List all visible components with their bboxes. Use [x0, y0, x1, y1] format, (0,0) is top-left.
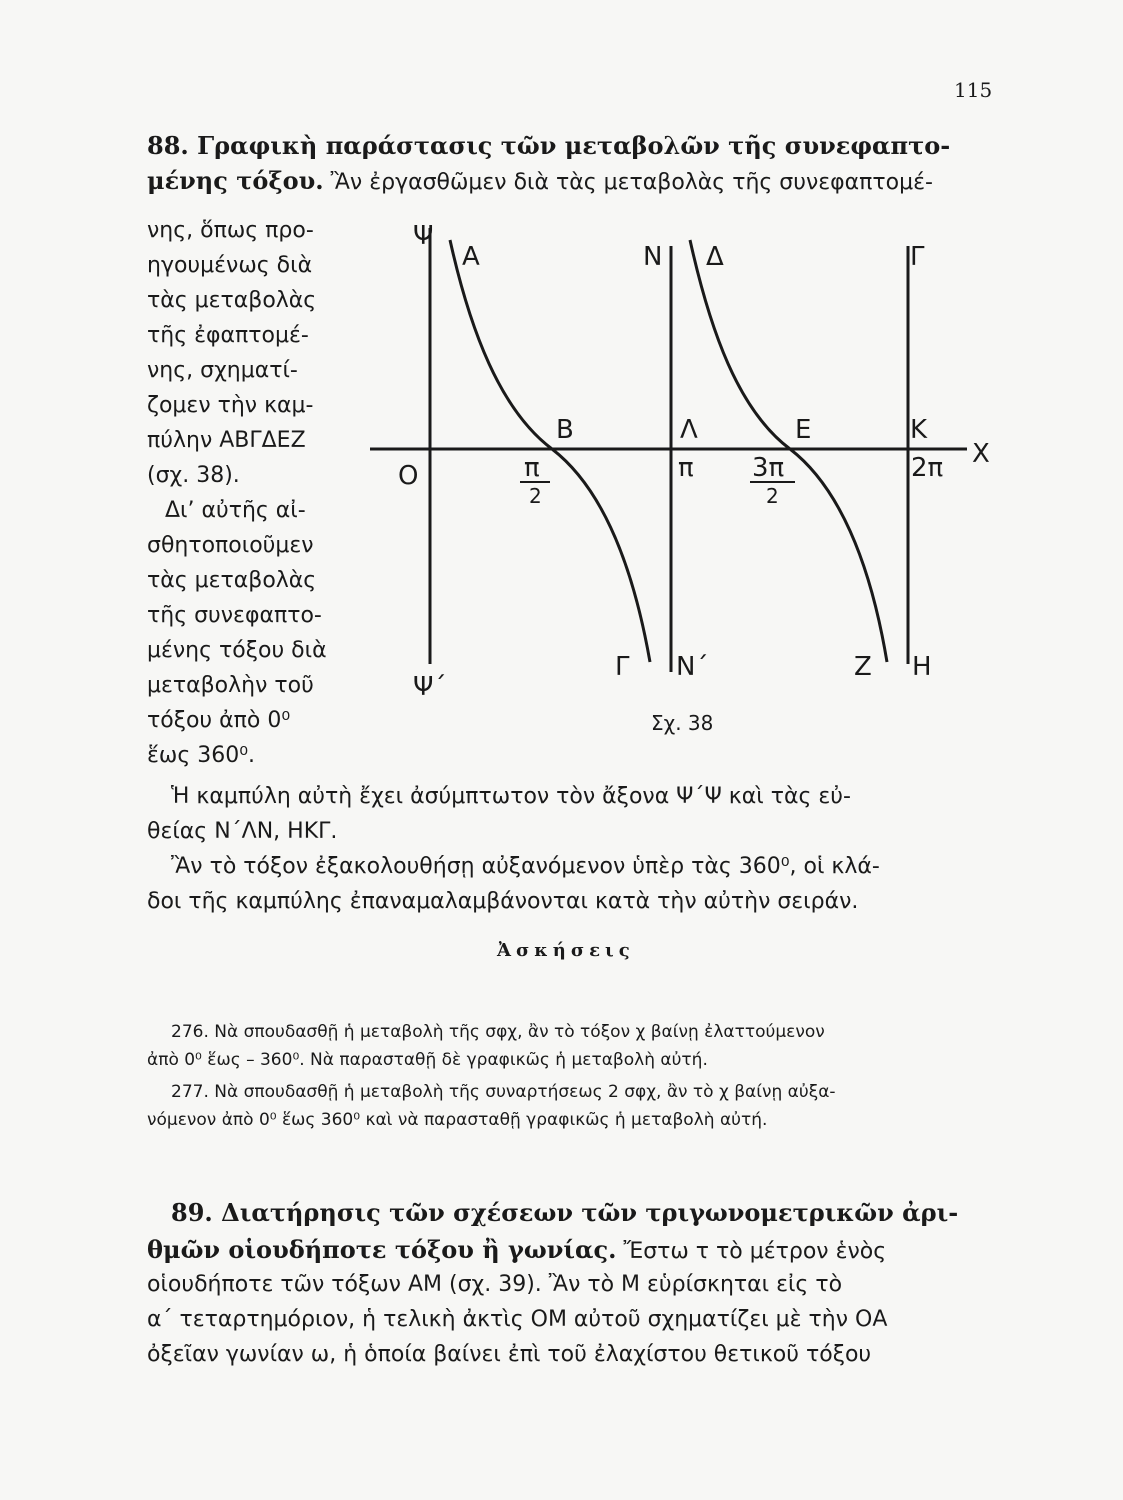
section-89-line5: ὀξεῖαν γωνίαν ω, ἡ ὁποία βαίνει ἐπὶ τοῦ ἐλαχίστου θετικοῦ τόξου [147, 1342, 872, 1367]
label-origin: Ο [398, 461, 419, 491]
left-line: τὰς μεταβολὰς [147, 288, 317, 313]
exercise-276-line1: 276. Νὰ σπουδασθῇ ἡ μεταβολὴ τῆς σφχ, ἂν τὸ τόξον χ βαίνῃ ἐλαττούμενον [171, 1022, 825, 1042]
left-line: Δι’ αὐτῆς αἰ- [165, 498, 306, 523]
label-psi-top: Ψ [413, 221, 434, 251]
section-89-title: Διατήρησις τῶν σχέσεων τῶν τριγωνομετρικῶν ἀρι- [221, 1198, 959, 1227]
figure-caption: Σχ. 38 [651, 711, 714, 735]
label-n: Ν [643, 242, 663, 272]
exercise-277-line2: νόμενον ἀπὸ 0⁰ ἕως 360⁰ καὶ νὰ παρασταθῇ γραφικῶς ἡ μεταβολὴ αὐτή. [147, 1110, 768, 1130]
para3-line1: Ἂν τὸ τόξον ἐξακολουθήσῃ αὐξανόμενον ὑπὲρ τὰς 360⁰, οἱ κλά- [171, 854, 880, 879]
left-line: μένης τόξου διὰ [147, 638, 327, 663]
label-g-bottom: Γ [615, 652, 630, 682]
label-psi-bottom: Ψ΄ [413, 672, 447, 702]
section-89-title-line1 [171, 1195, 958, 1230]
left-line: τὰς μεταβολὰς [147, 568, 317, 593]
tick-3pi-over-2-num: 3π [752, 453, 785, 483]
label-g-top: Γ [910, 242, 925, 272]
section-89-number: 89. [171, 1198, 213, 1227]
page-number: 115 [954, 78, 993, 102]
left-line: σθητοποιοῦμεν [147, 533, 314, 558]
section-88-number: 88. [147, 131, 189, 160]
label-h: Η [912, 652, 932, 682]
section-89-line3: οἱουδήποτε τῶν τόξων ΑΜ (σχ. 39). Ἂν τὸ Μ εὑρίσκηται εἰς τὸ [147, 1272, 843, 1297]
left-line: μεταβολὴν τοῦ [147, 673, 314, 698]
exercises-title: Ἀσκήσεις [497, 940, 635, 961]
tick-pi-over-2-den: 2 [529, 484, 542, 508]
section-89-line4: α΄ τεταρτημόριον, ἡ τελικὴ ἀκτὶς ΟΜ αὐτοῦ σχηματίζει μὲ τὴν ΟΑ [147, 1307, 888, 1332]
label-k: Κ [910, 415, 928, 445]
label-x-axis: Χ [972, 439, 990, 469]
cot-curve-branch-2 [690, 240, 887, 662]
exercise-276-line2: ἀπὸ 0⁰ ἕως – 360⁰. Νὰ παρασταθῇ δὲ γραφικῶς ἡ μεταβολὴ αὐτή. [147, 1050, 708, 1070]
label-l: Λ [680, 415, 698, 445]
left-line: τῆς ἐφαπτομέ- [147, 323, 309, 348]
section-88-intro: Ἂν ἐργασθῶμεν διὰ τὰς μεταβολὰς τῆς συνεφαπτομέ- [330, 170, 933, 195]
section-89-title-cont: θμῶν οἱουδήποτε τόξου ἢ γωνίας. [147, 1235, 617, 1264]
label-n-prime: Ν΄ [676, 652, 709, 682]
para3-line2: δοι τῆς καμπύλης ἐπαναμαλαμβάνονται κατὰ τὴν αὐτὴν σειράν. [147, 889, 859, 914]
left-line: ζομεν τὴν καμ- [147, 393, 314, 418]
tick-pi: π [678, 453, 694, 483]
exercise-277-line1: 277. Νὰ σπουδασθῇ ἡ μεταβολὴ τῆς συναρτήσεως 2 σφχ, ἂν τὸ χ βαίνῃ αὐξα- [171, 1082, 836, 1102]
section-89-line2-rest: Ἔστω τ τὸ μέτρον ἑνὸς [623, 1239, 887, 1264]
tick-2pi: 2π [911, 453, 944, 483]
label-e: Ε [795, 415, 812, 445]
label-a: Α [462, 242, 480, 272]
para2-line2: θείας Ν΄ΛΝ, ΗΚΓ. [147, 819, 338, 844]
left-line: τόξου ἀπὸ 0⁰ [147, 708, 291, 733]
tick-pi-over-2-num: π [524, 453, 540, 483]
cot-curve-branch-1 [450, 240, 650, 662]
label-d: Δ [706, 242, 724, 272]
left-line: ἕως 360⁰. [147, 743, 256, 768]
left-line: ηγουμένως διὰ [147, 253, 313, 278]
tick-3pi-over-2-den: 2 [766, 484, 779, 508]
left-line: πύλην ΑΒΓΔΕΖ [147, 428, 306, 453]
left-line: νης, σχηματί- [147, 358, 298, 383]
section-88-title: Γραφικὴ παράστασις τῶν μεταβολῶν τῆς συνεφαπτο- [197, 131, 951, 160]
left-line: (σχ. 38). [147, 463, 240, 488]
section-89-line2 [147, 1232, 886, 1269]
section-88-title-cont: μένης τόξου. [147, 166, 324, 195]
para2-line1: Ἡ καμπύλη αὐτὴ ἔχει ἀσύμπτωτον τὸν ἄξονα Ψ΄Ψ καὶ τὰς εὐ- [171, 784, 851, 809]
label-b: Β [556, 415, 574, 445]
left-line: τῆς συνεφαπτο- [147, 603, 322, 628]
left-line: νης, ὅπως προ- [147, 218, 314, 243]
label-z: Ζ [854, 652, 872, 682]
